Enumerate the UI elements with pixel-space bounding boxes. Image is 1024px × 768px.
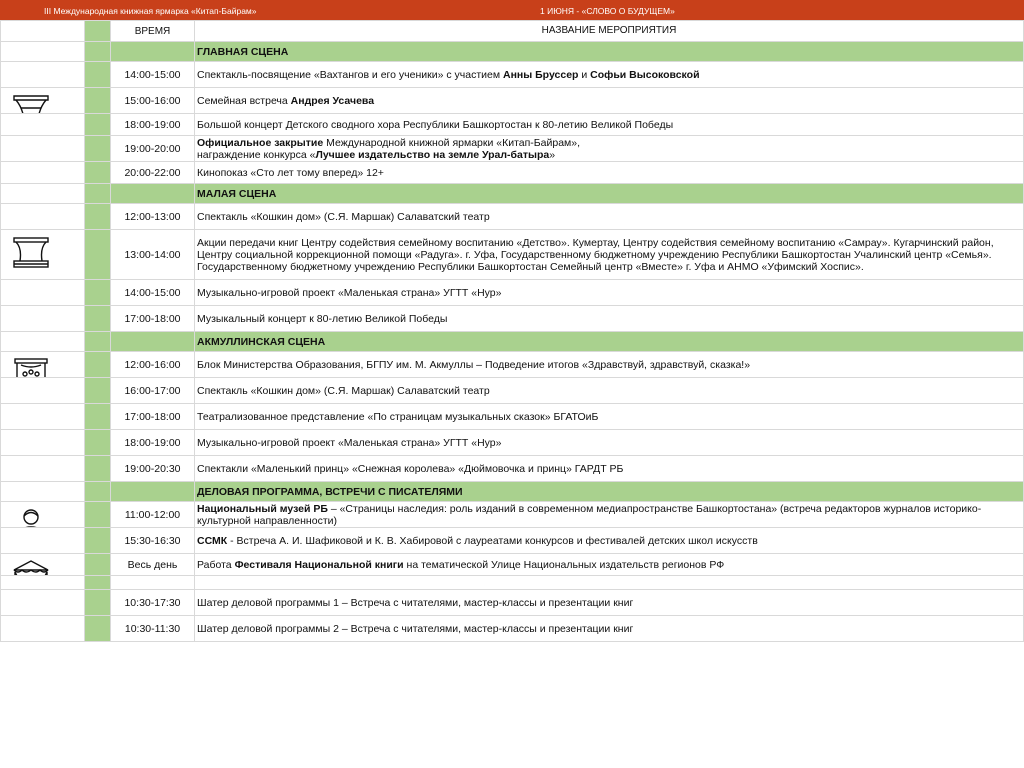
event-time: 17:00-18:00 [111,404,195,430]
event-row [1,88,1024,114]
event-highlight: Национальный музей РБ [197,502,328,515]
event-name [195,352,1024,378]
event-time: 19:00-20:30 [111,456,195,482]
event-text: Семейная встреча [197,94,291,107]
event-row [1,502,1024,528]
event-time: 12:00-13:00 [111,204,195,230]
event-text: » [549,148,556,161]
event-name [195,576,1024,590]
event-name [195,204,1024,230]
event-row [1,204,1024,230]
event-highlight: ССМК [197,534,228,547]
event-name [195,88,1024,114]
event-text: - Встреча А. И. Шафиковой и К. В. Хабировой с лауреатами конкурсов и фестивалей детских школ искусств [227,534,758,547]
event-row [1,136,1024,162]
event-text: и [578,68,591,81]
section-title: МАЛАЯ СЦЕНА [195,184,1024,204]
event-row [1,456,1024,482]
event-text: Работа [197,558,235,571]
event-name [195,456,1024,482]
event-row [1,378,1024,404]
speaker-person-icon [11,506,51,528]
section-title: ДЕЛОВАЯ ПРОГРАММА, ВСТРЕЧИ С ПИСАТЕЛЯМИ [195,482,1024,502]
event-time: 14:00-15:00 [111,62,195,88]
event-text: Шатер деловой программы 2 – Встреча с читателями, мастер-классы и презентации книг [197,622,634,635]
event-name [195,162,1024,184]
event-time: 11:00-12:00 [111,502,195,528]
event-text: Шатер деловой программы 1 – Встреча с читателями, мастер-классы и презентации книг [197,596,634,609]
event-row [1,230,1024,280]
event-time: 15:30-16:30 [111,528,195,554]
theater-stage-icon [11,92,51,114]
fair-title: III Международная книжная ярмарка «Китап-Байрам» [44,6,257,16]
event-row [1,352,1024,378]
event-time: 18:00-19:00 [111,114,195,136]
event-text: Театрализованное представление «По страницам музыкальных сказок» БГАТОиБ [197,410,599,423]
event-header-bar [0,0,1024,20]
event-name [195,554,1024,576]
event-time: 20:00-22:00 [111,162,195,184]
event-highlight: Фестиваля Национальной книги [234,558,404,571]
event-text: Музыкальный концерт к 80-летию Великой Победы [197,312,448,325]
event-time: 19:00-20:00 [111,136,195,162]
event-highlight: Официальное закрытие [197,136,324,149]
event-row [1,576,1024,590]
event-time: Весь день [111,554,195,576]
section-header-row [1,184,1024,204]
event-name [195,230,1024,280]
schedule-table [0,20,1024,642]
event-time: 13:00-14:00 [111,230,195,280]
event-row [1,162,1024,184]
small-stage-icon [11,234,51,274]
event-name [195,306,1024,332]
event-time: 10:30-17:30 [111,590,195,616]
column-header-row [1,21,1024,42]
event-text: Спектакль «Кошкин дом» (С.Я. Маршак) Салаватский театр [197,384,490,397]
event-row [1,114,1024,136]
event-time: 17:00-18:00 [111,306,195,332]
event-time: 16:00-17:00 [111,378,195,404]
event-name [195,502,1024,528]
time-column-header: ВРЕМЯ [111,21,195,42]
section-header-row [1,482,1024,502]
event-time: 15:00-16:00 [111,88,195,114]
event-name [195,404,1024,430]
event-name [195,136,1024,162]
event-text: Музыкально-игровой проект «Маленькая страна» УГТТ «Нур» [197,436,502,449]
event-row [1,590,1024,616]
event-highlight: Софьи Высоковской [590,68,700,81]
day-title: 1 ИЮНЯ - «СЛОВО О БУДУЩЕМ» [540,6,675,16]
event-row [1,430,1024,456]
event-text: Спектакли «Маленький принц» «Снежная королева» «Дюймовочка и принц» ГАРДТ РБ [197,462,624,475]
event-name [195,590,1024,616]
event-name [195,280,1024,306]
event-highlight: Лучшее издательство на земле Урал-батыра [315,148,550,161]
event-text: Спектакль-посвящение «Вахтангов и его ученики» с участием [197,68,503,81]
event-row [1,616,1024,642]
event-text: – «Страницы наследия: роль изданий в современном медиапространстве Башкортостана» (встреча редакторов журналов историко-культурной направленности) [197,502,982,527]
event-time: 18:00-19:00 [111,430,195,456]
event-name [195,430,1024,456]
section-title: ГЛАВНАЯ СЦЕНА [195,42,1024,62]
event-text: Большой концерт Детского сводного хора Республики Башкортостан к 80-летию Великой Победы [197,118,674,131]
event-row [1,554,1024,576]
event-time [111,576,195,590]
event-time: 14:00-15:00 [111,280,195,306]
event-row [1,62,1024,88]
event-highlight: Андрея Усачева [290,94,375,107]
section-header-row [1,42,1024,62]
event-text: награждение конкурса « [197,148,316,161]
event-text: Акции передачи книг Центру содействия семейному воспитанию «Детство». Кумертау, Центру содействия семейному воспитанию «Самрау». Кугарчинский район, Центру социальной коррекционной помощи «Радуга». г. Уфа, Государственному бюджетному учреждению Республики Башкортостан Учалинский центр «Семья». Государственному бюджетному учреждению Республики Башкортостан Семейный центр «Вместе» г. Уфа и АНМО «Уфимский Хоспис». [197,236,994,273]
open-air-stage-icon [11,356,51,378]
name-column-header: НАЗВАНИЕ МЕРОПРИЯТИЯ [195,21,1024,42]
event-time: 10:30-11:30 [111,616,195,642]
section-title: АКМУЛЛИНСКАЯ СЦЕНА [195,332,1024,352]
event-text: Международной книжной ярмарки «Китап-Байрам», [323,136,581,149]
event-row [1,404,1024,430]
event-text: Спектакль «Кошкин дом» (С.Я. Маршак) Салаватский театр [197,210,490,223]
event-row [1,280,1024,306]
event-highlight: Анны Бруссер [502,68,579,81]
event-row [1,528,1024,554]
event-text: Блок Министерства Образования, БГПУ им. М. Акмуллы – Подведение итогов «Здравствуй, здравствуй, сказка!» [197,358,751,371]
event-text: Кинопоказ «Сто лет тому вперед» 12+ [197,166,384,179]
event-name [195,62,1024,88]
event-text: Музыкально-игровой проект «Маленькая страна» УГТТ «Нур» [197,286,502,299]
event-name [195,528,1024,554]
section-header-row [1,332,1024,352]
event-text: на тематической Улице Национальных издательств регионов РФ [403,558,725,571]
event-name [195,378,1024,404]
event-row [1,306,1024,332]
event-name [195,114,1024,136]
tent-icon [11,558,51,576]
event-time: 12:00-16:00 [111,352,195,378]
event-name [195,616,1024,642]
